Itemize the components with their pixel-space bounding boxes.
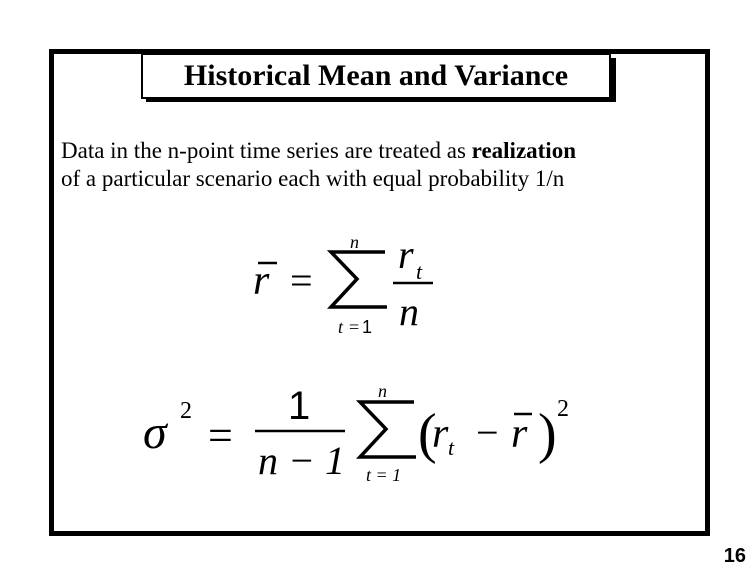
variance-sigma-icon (360, 402, 416, 457)
variance-formula (143, 381, 569, 485)
body-line1-bold: realization (471, 138, 576, 163)
variance-r-sub: t (448, 435, 455, 460)
variance-denominator: n − 1 (258, 438, 345, 483)
variance-sum-lower: t = 1 (366, 465, 402, 485)
mean-equals: = (290, 258, 313, 303)
variance-minus: − (476, 410, 499, 455)
variance-equals: = (208, 411, 233, 460)
mean-sum-lower-val: 1 (362, 317, 373, 337)
variance-open-paren: ( (418, 403, 437, 465)
mean-numerator: r (398, 232, 414, 277)
variance-lhs: σ (143, 406, 167, 459)
variance-numerator: 1 (288, 384, 311, 428)
mean-sum-upper: n (350, 232, 359, 252)
slide-title: Historical Mean and Variance (141, 53, 611, 99)
variance-exp: 2 (557, 396, 569, 422)
mean-lhs: r (253, 258, 270, 304)
variance-lhs-exp: 2 (180, 398, 192, 424)
variance-close-paren: ) (538, 403, 557, 465)
page-number: 16 (723, 545, 746, 567)
mean-denominator: n (399, 289, 419, 334)
variance-r: r (432, 411, 449, 457)
body-line2: of a particular scenario each with equal probability 1/n (61, 166, 565, 191)
body-line1-prefix: Data in the n-point time series are treated as (61, 138, 472, 163)
mean-sum-lower-var: t (338, 317, 344, 337)
mean-formula (253, 232, 433, 337)
variance-rbar: r (511, 411, 528, 457)
mean-sigma-icon (331, 252, 387, 307)
mean-numerator-sub: t (416, 259, 423, 284)
variance-sum-upper: n (378, 381, 387, 401)
mean-sum-lower-eq: = (349, 317, 360, 337)
